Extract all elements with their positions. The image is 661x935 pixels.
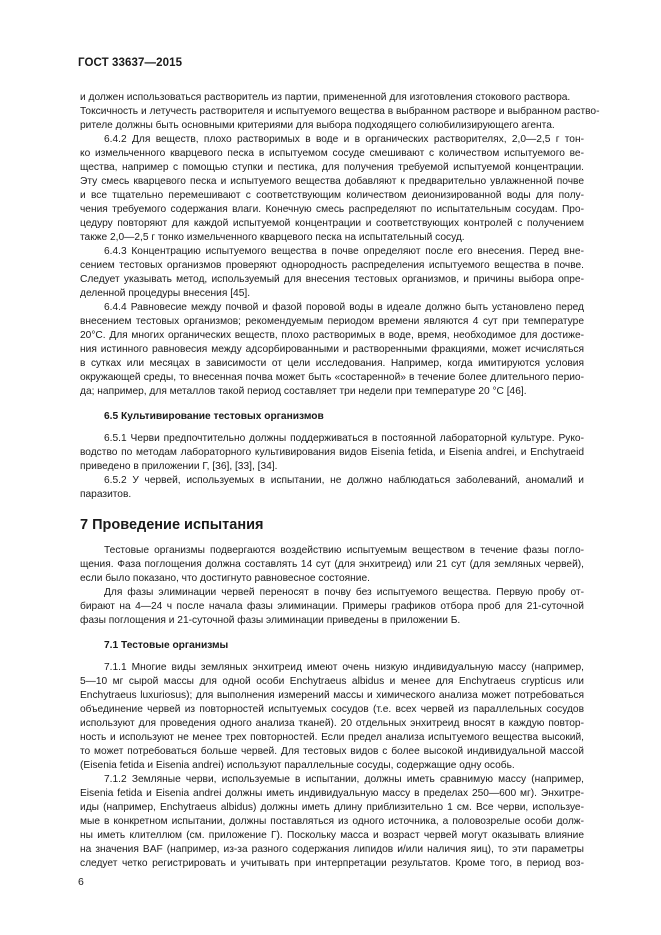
text-line: иды (например, Enchytraeus albidus) должны иметь длину приблизительно 1 см. Все черви, используе-: [80, 802, 584, 813]
text-line: 7.1.1 Многие виды земляных энхитреид имеют очень низкую индивидуальную массу (например,: [104, 662, 584, 673]
text-line: приведено в приложении Г, [36], [33], [34].: [80, 461, 278, 472]
text-line: Эту смесь кварцевого песка и испытуемого вещества добавляют к предварительно увлажненной почве: [80, 176, 584, 187]
text-line: Токсичность и летучесть растворителя и испытуемого вещества в выбранном растворе и выбранном раство-: [80, 106, 600, 117]
text-line: щества, например с помощью ступки и пестика, для получения требуемой испытуемой концентрации.: [80, 162, 584, 173]
text-line: то может потребоваться больше червей. Для тестовых видов с более высокой индивидуальной массой: [80, 746, 584, 757]
text-line: сением тестовых организмов проверяют однородность распределения испытуемого вещества в почве.: [80, 260, 584, 271]
text-line: 6.5.1 Черви предпочтительно должны поддерживаться в постоянной лабораторной культуре. Руко-: [104, 433, 584, 444]
text-line: и все тщательно перемешивают с соответствующим количеством деионизированной воды для полу-: [80, 190, 584, 201]
text-line: рителе должны быть основными критериями для выбора подходящего солюбилизирующего агента.: [80, 120, 555, 131]
text-line: в сутках или месяцах в зависимости от цели исследования. Например, когда имитируются условия: [80, 358, 584, 369]
document-header: ГОСТ 33637—2015: [78, 57, 183, 69]
text-line: Для фазы элиминации червей переносят в почву без испытуемого вещества. Первую пробу от-: [104, 587, 584, 598]
text-line: на значения BAF (например, из-за разного содержания липидов и/или наличия яиц), то эти параметры: [80, 844, 584, 855]
text-line: следует четко регистрировать и учитывать при интерпретации результатов. Кроме того, в период воз-: [80, 858, 584, 869]
text-line: цедуру повторяют для каждой испытуемой концентрации и соответствующих контролей с получением: [80, 218, 584, 229]
text-line: используют для проведения одного анализа тканей). 20 отдельных энхитреид вносят в каждую повтор-: [80, 718, 584, 729]
text-line: (Eisenia fetida и Eisenia andrei) используют параллельные сосуды, содержащие одну особь.: [80, 760, 515, 771]
text-line: ко измельченного кварцевого песка в испытуемом сосуде смешивают с количеством испытуемого ве-: [80, 148, 584, 159]
text-line: Eisenia fetida и Eisenia andrei должны иметь индивидуальную массу в пределах 250—600 мг). Энхитре-: [80, 788, 584, 799]
text-line: Тестовые организмы подвергаются воздействию испытуемым веществом в течение фазы погло-: [104, 545, 584, 556]
text-line: мые в конкретном испытании, должны поставляться из одного источника, а половозрелые особи долж-: [80, 816, 584, 827]
text-line: бирают на 4—24 ч после начала фазы элиминации. Примеры графиков отбора проб для 21-суточной: [80, 601, 584, 612]
text-line: 6.4.3 Концентрацию испытуемого вещества в почве определяют после его внесения. Перед вне-: [104, 246, 584, 257]
text-line: 5—10 мг сырой массы для одной особи Enchytraeus albidus и менее для Enchytraeus crypticus или: [80, 676, 584, 687]
text-line: 6.4.4 Равновесие между почвой и фазой поровой воды в идеале должно быть установлено перед: [104, 302, 584, 313]
text-line: 6.4.2 Для веществ, плохо растворимых в воде и в органических растворителях, 2,0—2,5 г тон-: [104, 134, 584, 145]
text-line: 7.1.2 Земляные черви, используемые в испытании, должны иметь сравнимую массу (например,: [104, 774, 584, 785]
text-line: паразитов.: [80, 489, 132, 500]
text-line: окружающей среды, то внесенная почва может быть «состаренной» в течение более длительного перио-: [80, 372, 584, 383]
text-line: также 2,0—2,5 г тонко измельченного кварцевого песка на испытательный сосуд.: [80, 232, 465, 243]
text-line: да; например, для металлов такой период составляет три недели при температуре 20 °С [46].: [80, 386, 527, 397]
text-line: Enchytraeus luxuriosus); для выполнения измерений массы и химического анализа может потребоваться: [80, 690, 584, 701]
text-line: если было показано, что достигнуто равновесное состояние.: [80, 573, 370, 584]
section-heading: 7.1 Тестовые организмы: [104, 640, 229, 651]
text-line: и должен использоваться растворитель из партии, примененной для изготовления стокового раствора.: [80, 92, 571, 103]
text-line: водство по методам лабораторного культивирования видов Eisenia fetida, и Eisenia andrei, и Enchytraeid: [80, 447, 584, 458]
text-line: 20°С. Для многих органических веществ, плохо растворимых в воде, время, необходимое для достиже-: [80, 330, 584, 341]
text-line: деленной процедуры внесения [45].: [80, 288, 251, 299]
text-line: внесением тестовых организмов; рекомендуемым периодом времени являются 4 сут при температуре: [80, 316, 584, 327]
text-line: ния истинного равновесия между адсорбированными и растворенными фракциями, может исчисляться: [80, 344, 584, 355]
section-heading: 6.5 Культивирование тестовых организмов: [104, 411, 324, 422]
text-line: Следует указывать метод, используемый для внесения тестовых организмов, и причины выбора опре-: [80, 274, 584, 285]
page-number: 6: [78, 876, 84, 888]
text-line: чения требуемого содержания влаги. Конечную смесь распределяют по испытательным сосудам. Про-: [80, 204, 584, 215]
text-line: объединение червей из повторностей испытуемых сосудов (т.е. всех червей из параллельных сосудов: [80, 704, 584, 715]
chapter-heading: 7 Проведение испытания: [80, 517, 264, 533]
text-line: щения. Фаза поглощения должна составлять 14 сут (для энхитреид) или 21 сут (для земляных червей),: [80, 559, 584, 570]
text-line: фазы поглощения и 21-суточной фазы элиминации приведены в приложении Б.: [80, 615, 461, 626]
text-line: ны иметь клителлюм (см. приложение Г). Поскольку масса и возраст червей могут оказывать влияние: [80, 830, 584, 841]
text-line: 6.5.2 У червей, используемых в испытании, не должно наблюдаться заболеваний, аномалий и: [104, 475, 584, 486]
text-line: ность и используют не менее трех повторностей. Если предел анализа испытуемого вещества высокий,: [80, 732, 584, 743]
